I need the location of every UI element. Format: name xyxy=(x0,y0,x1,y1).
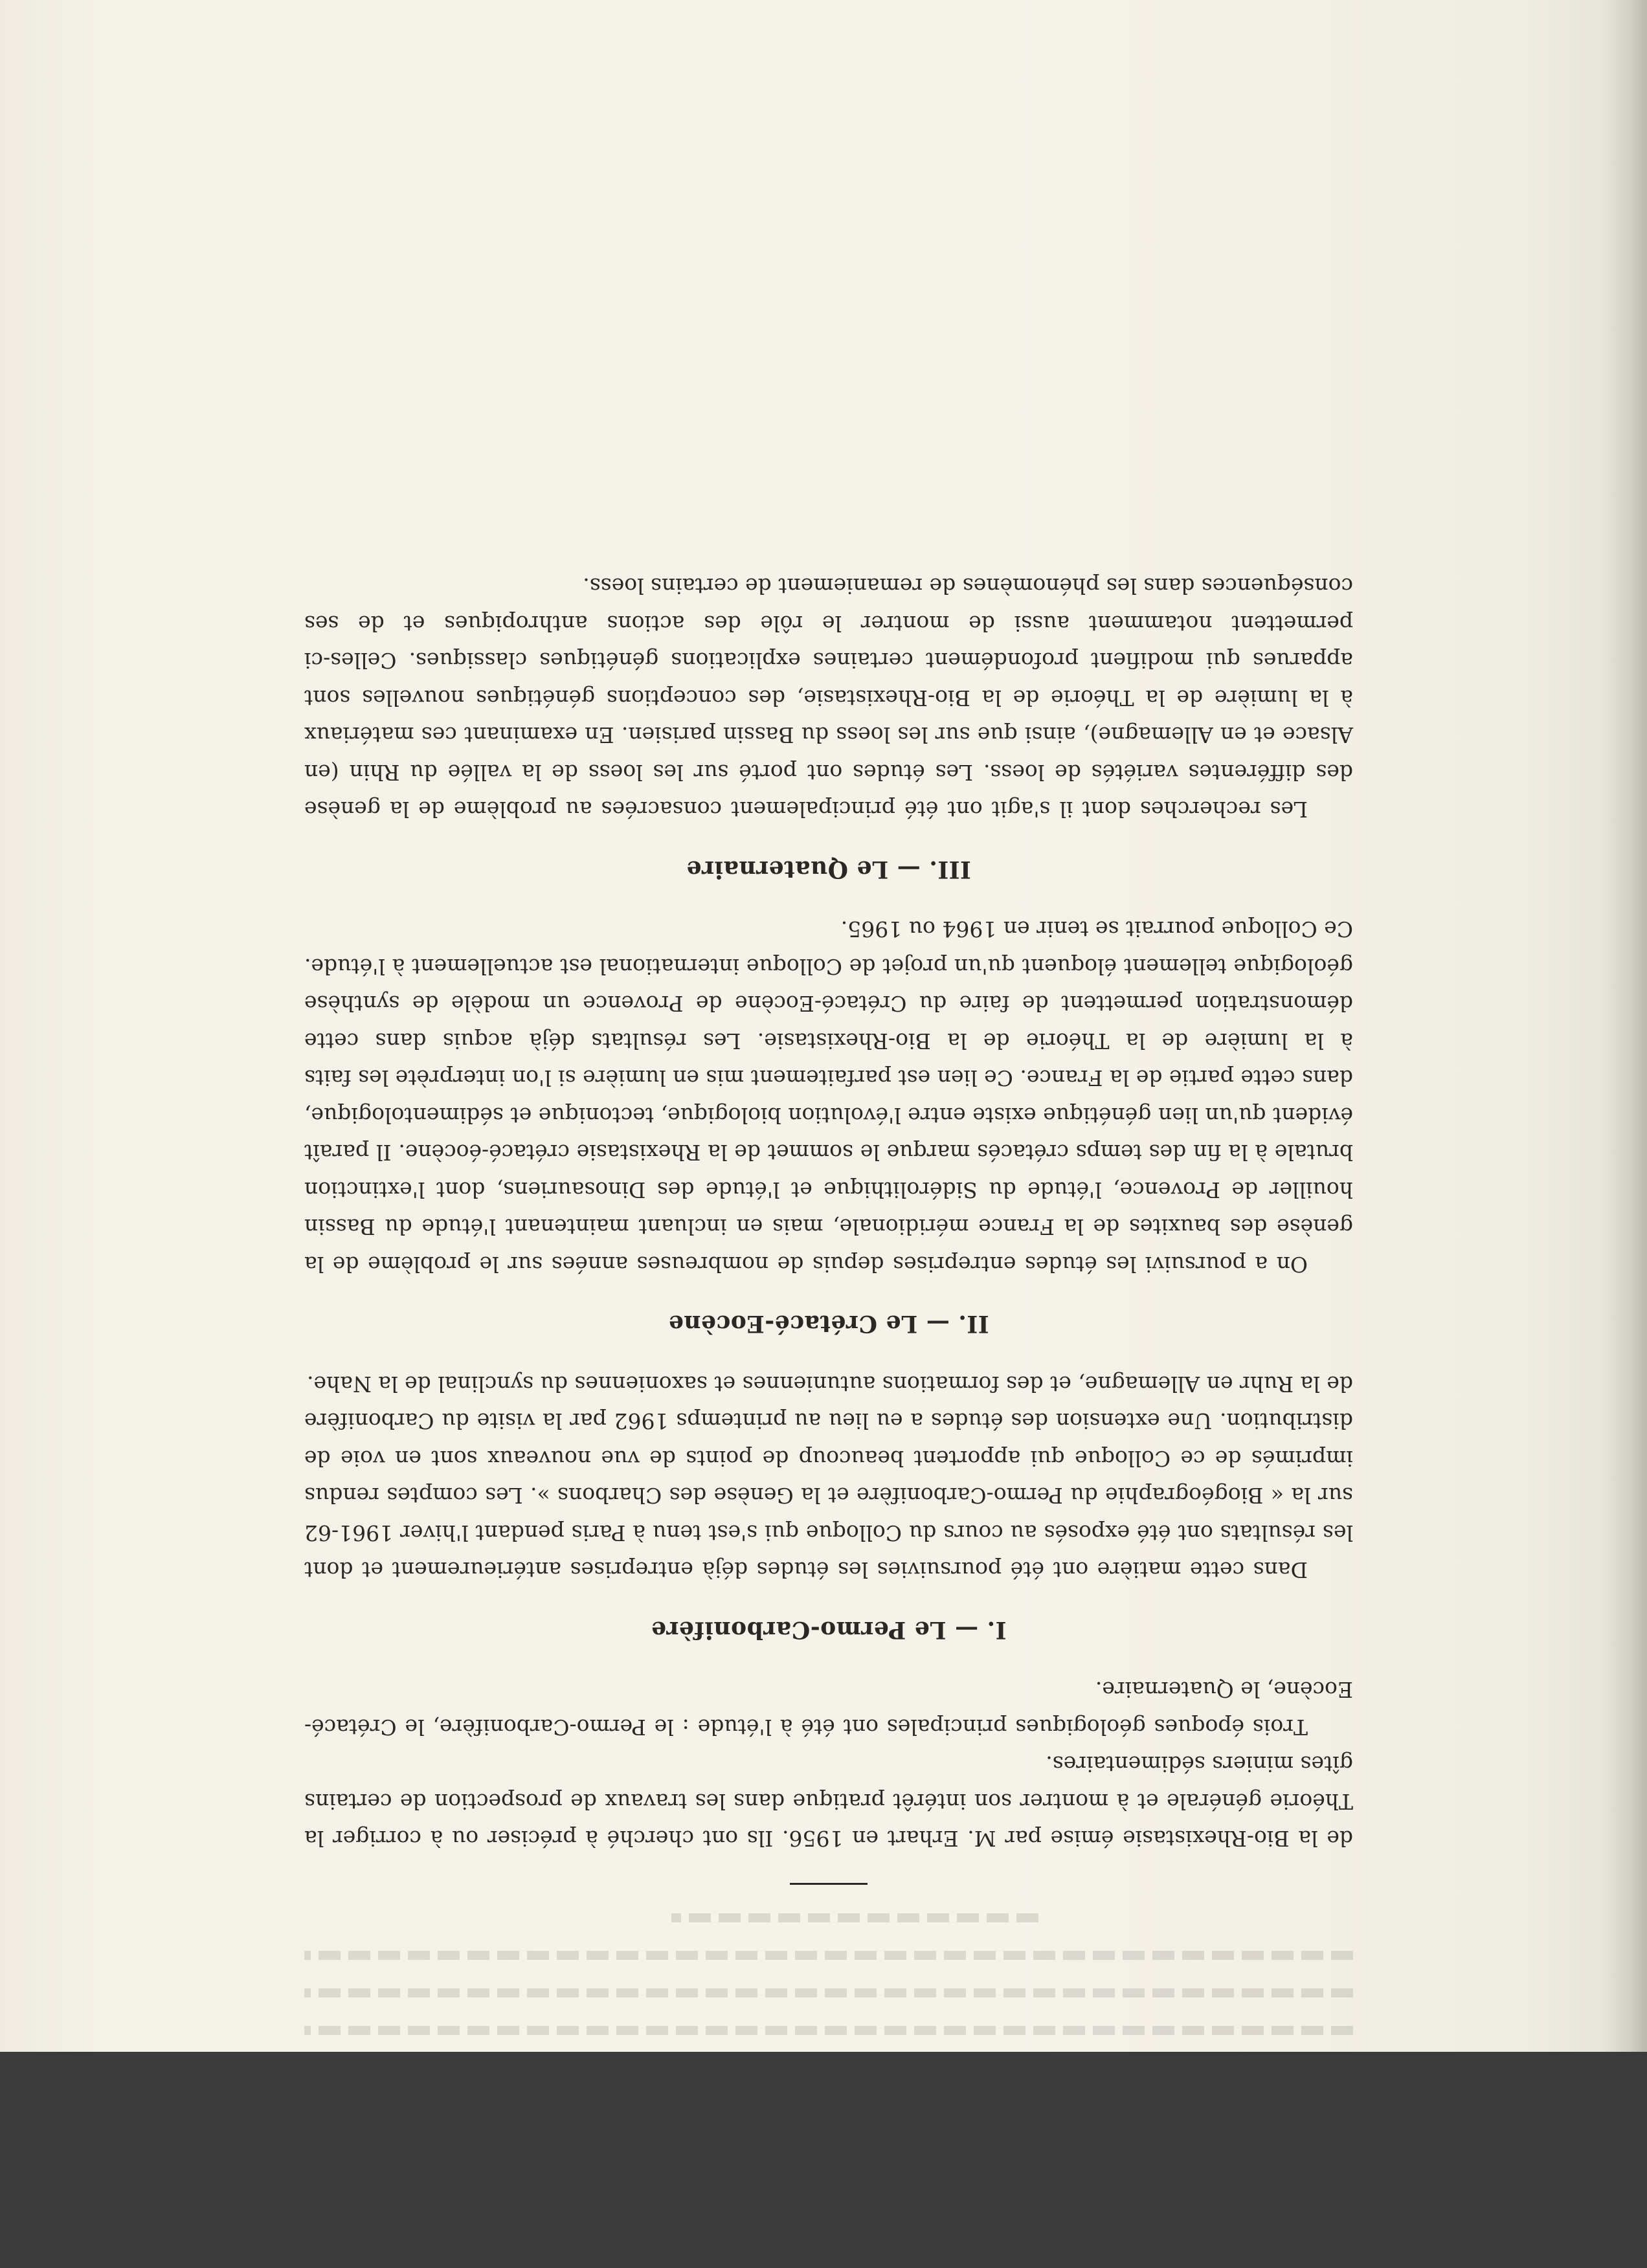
intro-paragraph: Trois époques géologiques principales ont été à l'étude : le Permo-Carbonifère, le Crétacé-Eocène, le Quaternaire. xyxy=(304,1677,1353,1740)
section-heading-cretace-eocene: II. — Le Crétacé-Eocène xyxy=(668,1310,989,1338)
scanner-background xyxy=(0,2052,1647,2268)
text-column xyxy=(304,214,1353,2091)
show-through-text xyxy=(304,1951,1353,1961)
binding-shadow xyxy=(1602,0,1647,2052)
section-body-cretace-eocene: On a poursuivi les études entreprises depuis de nombreuses années sur le problème de la genèse des bauxites de la France méridionale, mais en incluant maintenant l'étude du Bassin houiller de Provence, l'étude du Sidérolithique et l'étude des Dinosauriens, dont l'extinction brutale à la fin des temps crétacés marque le sommet de la Rhexistasie crétacé-éocène. Il paraît évident qu'un lien génétique existe entre l'évolution biologique, tectonique et sédimentologique, dans cette partie de la France. Ce lien est parfaitement mis en lumière si l'on interprète les faits à la lumière de la Théorie de la Bio-Rhexistasie. Les résultats déjà acquis dans cette démonstration permettent de faire du Crétacé-Eocène de Provence un modèle de synthèse géologique tellement éloquent qu'un projet de Colloque international est actuellement à l'étude. Ce Colloque pourrait se tenir en 1964 ou 1965. xyxy=(304,917,1353,1277)
separator-rule xyxy=(790,1884,868,1885)
continuation-paragraph: de la Bio-Rhexistasie émise par M. Erhart en 1956. Ils ont cherché à préciser ou à corriger la Théorie générale et à montrer son intérêt pratique dans les travaux de prospection de certains gîtes miniers sédimentaires. xyxy=(304,1751,1353,1852)
section-body-quaternaire: Les recherches dont il s'agit ont été principalement consacrées au problème de la genèse des différentes variétés de loess. Les études ont porté sur les loess de la vallée du Rhin (en Alsace et en Allemagne), ainsi que sur les loess du Bassin parisien. En examinant ces matériaux à la lumière de la Théorie de la Bio-Rhexistasie, des conceptions génétiques nouvelles sont apparues qui modifient profondément certaines explications génétiques classiques. Celles-ci permettent notamment aussi de montrer le rôle des actions anthropiques et de ses conséquences dans les phénomènes de remaniement de certains loess. xyxy=(304,573,1353,823)
section-body-permo-carbonifere: Dans cette matière ont été poursuivies les études déjà entreprises antérieurement et dont les résultats ont été exposés au cours du Colloque qui s'est tenu à Paris pendant l'hiver 1961-62 sur la « Biogéographie du Permo-Carbonifère et la Genèse des Charbons ». Les comptes rendus imprimés de ce Colloque qui apportent beaucoup de points de vue nouveaux sont en voie de distribution. Une extension des études a eu lieu au printemps 1962 par la visite du Carbonifère de la Ruhr en Allemagne, et des formations autuniennes et saxoniennes du synclinal de la Nahe. xyxy=(304,1372,1353,1583)
section-heading-quaternaire: III. — Le Quaternaire xyxy=(686,856,971,883)
section-heading-permo-carbonifere: I. — Le Permo-Carbonifère xyxy=(651,1616,1007,1643)
show-through-text xyxy=(304,1989,1353,1998)
show-through-text xyxy=(671,1914,1038,1923)
show-through-text xyxy=(304,2027,1353,2036)
